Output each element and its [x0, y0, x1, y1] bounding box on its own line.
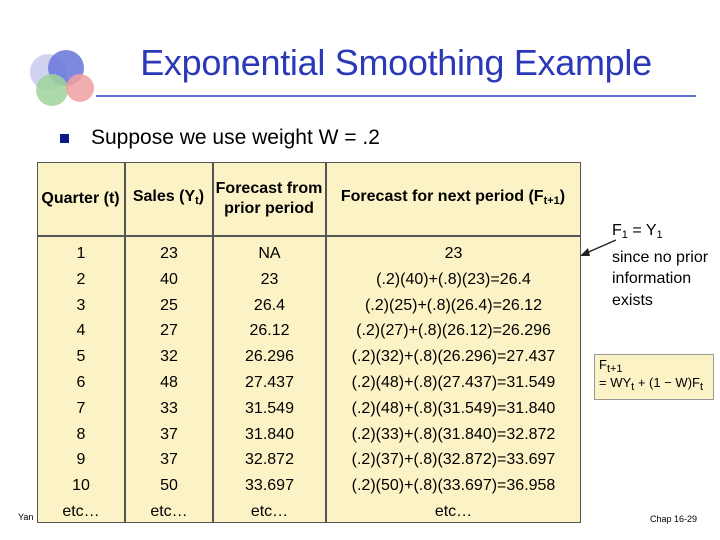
forecast-prior-cell: 26.4: [253, 296, 286, 314]
formula-lhs: [599, 357, 709, 375]
forecast-prior-cell: 26.296: [245, 348, 294, 366]
forecast-next-cell: (.2)(40)+(.8)(23)=26.4: [376, 270, 531, 288]
forecast-next-cell: (.2)(50)+(.8)(33.697)=36.958: [351, 477, 556, 495]
page-number: Chap 16-29: [650, 514, 698, 524]
header-forecast-prior-text: Forecast from prior period: [215, 180, 323, 217]
side-note-f-sub: 1: [621, 229, 628, 241]
table-header: [38, 163, 580, 235]
bullet-point: [60, 126, 380, 150]
sales-cell: 48: [160, 373, 178, 391]
side-note-y: = Y: [627, 222, 657, 239]
header-divider: [38, 235, 580, 237]
forecast-prior-cell: 26.12: [249, 322, 290, 340]
forecast-next-column: [327, 241, 580, 525]
formula-rhs: [599, 375, 709, 393]
quarter-column: [38, 241, 124, 525]
sales-cell: 40: [160, 270, 178, 288]
formula-wy: = WY: [599, 375, 632, 390]
header-forecast-next-sub: t+1: [543, 195, 560, 207]
header-forecast-next: [327, 163, 579, 235]
sales-cell: 25: [160, 296, 178, 314]
header-sales: [126, 163, 211, 235]
quarter-cell: 8: [76, 425, 86, 443]
side-note-y-sub: 1: [656, 229, 663, 241]
page-title: Exponential Smoothing Example: [140, 42, 652, 83]
formula-rest-sub: t: [699, 381, 704, 393]
sales-cell: etc…: [150, 502, 188, 520]
quarter-cell: 2: [76, 270, 86, 288]
quarter-cell: 6: [76, 373, 86, 391]
forecast-next-cell: etc…: [434, 502, 473, 520]
header-sales-main: Sales (Y: [132, 188, 196, 205]
forecast-prior-cell: 23: [260, 270, 279, 288]
sales-cell: 32: [160, 348, 178, 366]
header-forecast-next-text: [341, 187, 565, 211]
header-quarter: [38, 163, 123, 235]
forecast-next-cell: 23: [444, 245, 463, 262]
forecast-next-cell: (.2)(48)+(.8)(27.437)=31.549: [351, 373, 556, 391]
quarter-cell: 5: [76, 348, 86, 366]
quarter-cell: etc…: [62, 502, 100, 520]
sales-cell: 23: [160, 245, 178, 262]
sales-cell: 37: [160, 451, 178, 469]
formula-box: [594, 354, 714, 400]
sales-cell: 37: [160, 425, 178, 443]
header-sales-close: ): [198, 188, 205, 205]
side-note: [612, 220, 717, 311]
square-bullet-icon: [60, 134, 69, 143]
forecast-prior-column: [214, 241, 325, 525]
quarter-cell: 9: [76, 451, 86, 469]
forecast-next-cell: (.2)(37)+(.8)(32.872)=33.697: [351, 451, 556, 469]
sales-column: [126, 241, 212, 525]
forecast-prior-cell: 32.872: [245, 451, 294, 469]
quarter-cell: 7: [76, 399, 86, 417]
forecast-next-cell: (.2)(33)+(.8)(31.840)=32.872: [351, 425, 556, 443]
sales-cell: 27: [160, 322, 178, 340]
forecast-next-cell: (.2)(27)+(.8)(26.12)=26.296: [356, 322, 551, 340]
forecast-next-cell: (.2)(32)+(.8)(26.296)=27.437: [351, 348, 556, 366]
header-sales-sub: t: [195, 195, 199, 207]
footer-left: Yan: [18, 512, 34, 522]
bullet-text: Suppose we use weight W = .2: [91, 126, 380, 149]
header-forecast-next-main: Forecast for next period (F: [340, 188, 544, 205]
formula-rest: + (1 − W)F: [637, 375, 700, 390]
side-note-f: F: [612, 222, 622, 239]
formula-f: F: [599, 357, 607, 372]
forecast-prior-cell: NA: [258, 245, 281, 262]
header-quarter-text: Quarter (t): [41, 190, 120, 207]
quarter-cell: 1: [76, 245, 86, 262]
header-forecast-next-close: ): [559, 188, 566, 205]
quarter-cell: 10: [72, 477, 90, 495]
forecast-next-cell: (.2)(48)+(.8)(31.549)=31.840: [351, 399, 556, 417]
smoothing-table: [37, 162, 581, 523]
quarter-cell: 3: [76, 296, 86, 314]
quarter-cell: 4: [76, 322, 86, 340]
forecast-next-cell: (.2)(25)+(.8)(26.4)=26.12: [365, 296, 542, 314]
sales-cell: 33: [160, 399, 178, 417]
side-note-text: since no prior information exists: [612, 248, 709, 309]
formula-wy-sub: t: [631, 381, 635, 393]
forecast-prior-cell: 27.437: [245, 373, 294, 391]
header-forecast-prior: [214, 163, 324, 235]
side-note-equation: [612, 220, 717, 247]
forecast-prior-cell: 31.549: [245, 399, 294, 417]
forecast-prior-cell: 31.840: [245, 425, 294, 443]
forecast-prior-cell: etc…: [250, 502, 289, 520]
sales-cell: 50: [160, 477, 178, 495]
header-sales-text: [133, 187, 204, 211]
formula-f-sub: t+1: [606, 363, 623, 375]
forecast-prior-cell: 33.697: [245, 477, 294, 495]
title-underline: [96, 95, 696, 97]
